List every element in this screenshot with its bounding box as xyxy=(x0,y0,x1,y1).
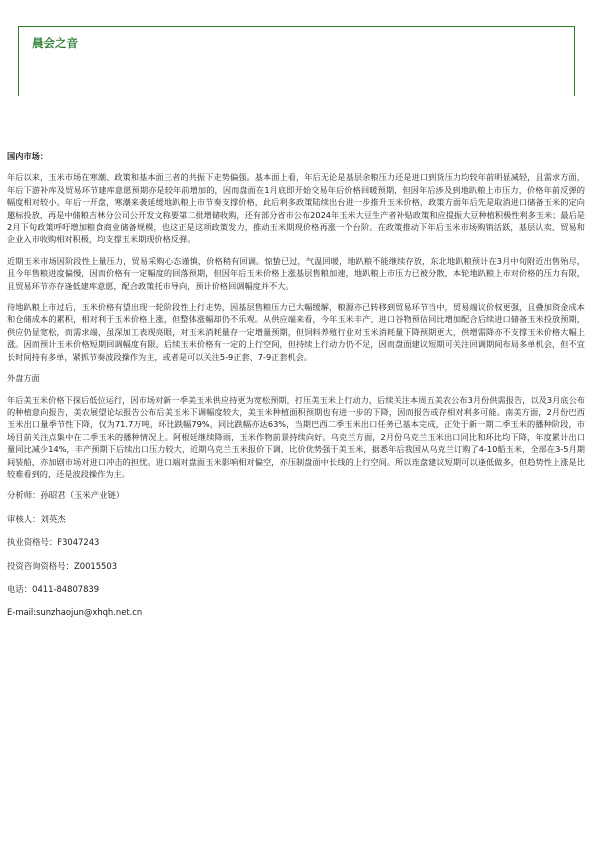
advisory-license-line: 投资咨询资格号：Z0015503 xyxy=(7,560,118,571)
article-body xyxy=(7,150,585,630)
header-frame xyxy=(18,26,575,96)
analyst-line: 分析师：孙昭君（玉米产业链） xyxy=(7,490,125,501)
section-heading-domestic: 国内市场： xyxy=(7,151,48,161)
phone-line: 电话：0411-84807839 xyxy=(7,583,100,594)
reviewer-line: 审核人：刘英杰 xyxy=(7,513,66,524)
section-heading-foreign: 外盘方面 xyxy=(7,373,40,384)
paragraph-domestic-3: 待地趴粮上市过后，玉米价格有望出现一轮阶段性上行走势，因基层售粮压力已大幅缓解，粮源亦已转移到贸易环节当中，贸易端议价权更强，且叠加资金成本和仓储成本的累积，相对利于玉米价格上涨，但整体涨幅却仍不乐观。从供应端来看，今年玉米丰产、进口谷物预估同比增加配合后续进口储备玉米投放预期，供应仍显宽松，而需求端，虽深加工表现亮眼，对玉米消耗量存一定增量预期，但饲料养殖行业对玉米消耗量下降预期更大，供增需降亦不支撑玉米价格大幅上涨。因而预计玉米价格短期回调幅度有限，后续玉米价格有一定的上行空间，但持续上行动力仍不足，因而盘面建议短期可关注回调期间布局多单机会，但不宜长时间持有多单，紧抓节奏波段操作为主，或者是可以关注5-9正套、7-9正套机会。 xyxy=(7,302,585,362)
page-title: 晨会之音 xyxy=(32,36,78,50)
paragraph-domestic-1: 年后以来，玉米市场在寒潮、政策和基本面三者的共振下走势偏强。基本面上看，年后无论是基层余粮压力还是进口到货压力均较年前明显减轻，且需求方面，年后下游补库及贸易环节建库意愿预期亦是较年前增加的，因而盘面在1月底即开始交易年后价格回暖预期，但因年后涉及到地趴粮上市压力，价格年前反弹的幅度相对较小。年后一开盘，寒潮来袭延缓地趴粮上市节奏支撑价格，此后利多政策陆续出台进一步推升玉米价格，政策方面年后先是取消进口储备玉米的定向邀标投放、再是中储粮吉林分公司公开发文称要第二批增储收购，还有部分省市公布2024年玉米大豆生产者补贴政策和应提振大豆种植积极性利多玉米；最后是2月下旬政策呼吁增加粮食商业储备规模，也这正是这项政策发力，推动玉米期现价格再涨一个台阶。在政策推动下年后玉米市场购销活跃，基层认卖、贸易和企业入市收购相对积极，均支撑玉米期现价格反弹。 xyxy=(7,172,585,245)
license-line: 执业资格号：F3047243 xyxy=(7,537,100,548)
signature-block xyxy=(7,489,585,618)
paragraph-domestic-2: 近期玉米市场因阶段性上量压力，贸易采购心态谨慎，价格稍有回调。惊蛰已过，气温回暖，地趴粮不能继续存放，东北地趴粮预计在3月中旬附近出售殆尽，且今年售粮进度偏慢，因而价格有一定幅度的回落预期，但因年后玉米价格上涨基层售粮加速，地趴粮上市压力已被分散，本轮地趴粮上市对价格的压力有限，且贸易环节亦存逢低建库意愿，配合政策托市导向，预计价格回调幅度并不大。 xyxy=(7,255,585,291)
email-line: E-mail:sunzhaojun@xhqh.net.cn xyxy=(7,607,143,618)
paragraph-foreign-1: 年后美玉米价格下探后低位运行，因市场对新一季美玉米供应持更为宽松预期，打压美玉米上行动力，后续关注本周五美农公布3月份供需报告，以及3月底公布的种植意向报告，美农展望论坛报告公布后美玉米下调幅度较大，美玉米种植面积预期也有进一步的下降，因而报告或存相对利多可能。南美方面，2月份巴西玉米出口量季节性下降，仅为71.7万吨，环比跌幅79%，同比跌幅亦达63%，当期巴西二季玉米出口任务已基本完成，正处于新一期二季玉米的播种阶段，市场目前关注点集中在二季玉米的播种情况上。阿根廷继续降雨，玉米作物前景持续向好。乌克兰方面，2月份乌克兰玉米出口同比和环比均下降，年度累计出口量同比减少14%，丰产预期下后续出口压力较大，近期乌克兰玉米报价下调，比价优势强于美玉米，据悉年后我国从乌克兰订购了4-10船玉米，全部在3-5月期间装船，亦加剧市场对进口冲击的担忧。进口端对盘面玉米影响相对偏空，亦压制盘面中长线的上行空间。所以连盘建议短期可以逢低做多，但趋势性上涨是比较难看到的，还是波段操作为主。 xyxy=(7,394,585,479)
